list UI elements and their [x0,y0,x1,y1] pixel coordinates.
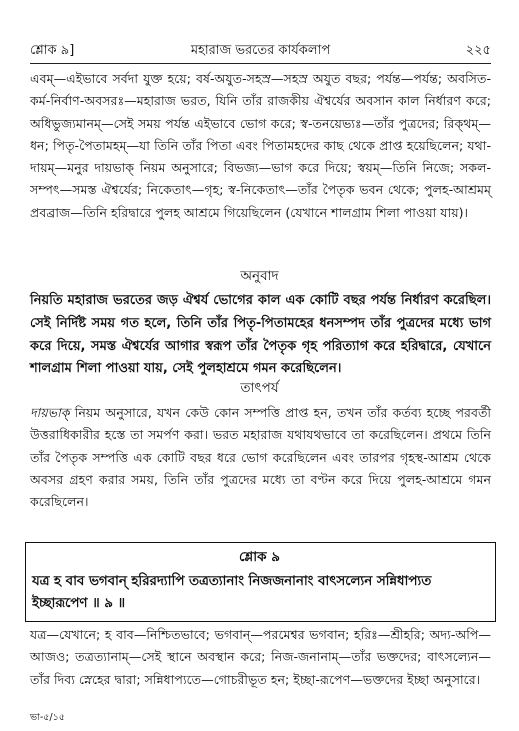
page-footer: ভা-৫/১৫ [30,712,65,723]
translation-heading: অনুবাদ [240,268,279,284]
header-rule [30,63,491,64]
word-meanings-block: এবম্—এইভাবে সর্বদা যুক্ত হয়ে; বর্ষ-অযুত-সহস্র—সহস্র অযুত বছর; পর্যন্ত—পর্যন্ত; অবসিত-কর্ম-নির্বাণ-অবসরঃ—মহারাজ ভরত, যিনি তাঁর রাজকীয় ঐশ্বর্যের অবসান কাল নির্ধারণ করে; অধিভুজ্যমানম্—সেই সময় পর্যন্ত এইভাবে ভোগ করে; স্ব-তনয়েভ্যঃ—তাঁর পুত্রদের; রিক্থম্—ধন; পিতৃ-পৈতামহম্—যা তিনি তাঁর পিতা এবং পিতামহদের কাছ থেকে প্রাপ্ত হয়েছিলেন; যথা-দায়ম্—মনুর দায়ভাক্ নিয়ম অনুসারে; বিভজ্য—ভাগ করে দিয়ে; স্বয়ম্—তিনি নিজে; সকল-সম্পৎ—সমস্ত ঐশ্বর্যের; নিকেতাৎ—গৃহ; স্ব-নিকেতাৎ—তাঁর পৈতৃক ভবন থেকে; পুলহ-আশ্রমম্ প্রবব্রাজ—তিনি হরিদ্বারে পুলহ আশ্রমে গিয়েছিলেন (যেখানে শালগ্রাম শিলা পাওয়া যায়)। [30,71,491,220]
header-chapter-title: মহারাজ ভরতের কার্যকলাপ [190,43,331,58]
translation-text: নিয়তি মহারাজ ভরতের জড় ঐশ্বর্য ভোগের কাল এক কোটি বছর পর্যন্ত নির্ধারণ করেছিল। সেই নির্দিষ্ট সময় গত হলে, তিনি তাঁর পিতৃ-পিতামহের ধনসম্পদ তাঁর পুত্রদের মধ্যে ভাগ করে দিয়ে, সমস্ত ঐশ্বর্যের আগার স্বরূপ তাঁর পৈতৃক গৃহ পরিত্যাগ করে হরিদ্বারে, যেখানে শালগ্রাম শিলা পাওয়া যায়, সেই পুলহাশ্রমে গমন করেছিলেন। [30,293,491,377]
purport-first-word: দায়ভাক্ [30,405,70,420]
page-header [30,40,491,62]
header-verse-ref: শ্লোক ৯] [30,43,75,58]
verse-word-meanings: যত্র—যেখানে; হ বাব—নিশ্চিতভাবে; ভগবান্—পরমেশ্বর ভগবান; হরিঃ—শ্রীহরি; অদ্য-অপি—আজও; তত্রত্যানাম্—সেই স্থানে অবস্থান করে; নিজ-জনানাম্—তাঁর ভক্তদের; বাৎসল্যেন—তাঁর দিব্য স্নেহের দ্বারা; সন্নিধাপ্যতে—গোচরীভূত হন; ইচ্ছা-রূপেণ—ভক্তদের ইচ্ছা অনুসারে। [30,627,491,687]
purport-text [30,402,491,513]
purport-rest: নিয়ম অনুসারে, যখন কেউ কোন সম্পত্তি প্রাপ্ত হন, তখন তাঁর কর্তব্য হচ্ছে পরবর্তী উত্তরাধিকারীর হস্তে তা সমর্পণ করা। ভরত মহারাজ যথাযথভাবে তা করেছিলেন। প্রথমে তিনি তাঁর পৈতৃক সম্পত্তি এক কোটি বছর ধরে ভোগ করেছিলেন এবং তারপর গৃহস্থ-আশ্রম থেকে অবসর গ্রহণ করার সময়, তিনি তাঁর পুত্রদের মধ্যে তা বণ্টন করে দিয়ে পুলহ-আশ্রমে গমন করেছিলেন। [30,405,491,510]
verse-heading: শ্লোক ৯ [238,549,281,565]
verse-text: যত্র হ বাব ভগবান্ হরিরদ্যাপি তত্রত্যানাং নিজজনানাং বাৎসল্যেন সন্নিধাপ্যত ইচ্ছারূপেণ ॥ ৯ ॥ [32,574,432,611]
header-page-number: ২২৫ [465,43,491,58]
purport-heading: তাৎপর্য [240,380,279,396]
